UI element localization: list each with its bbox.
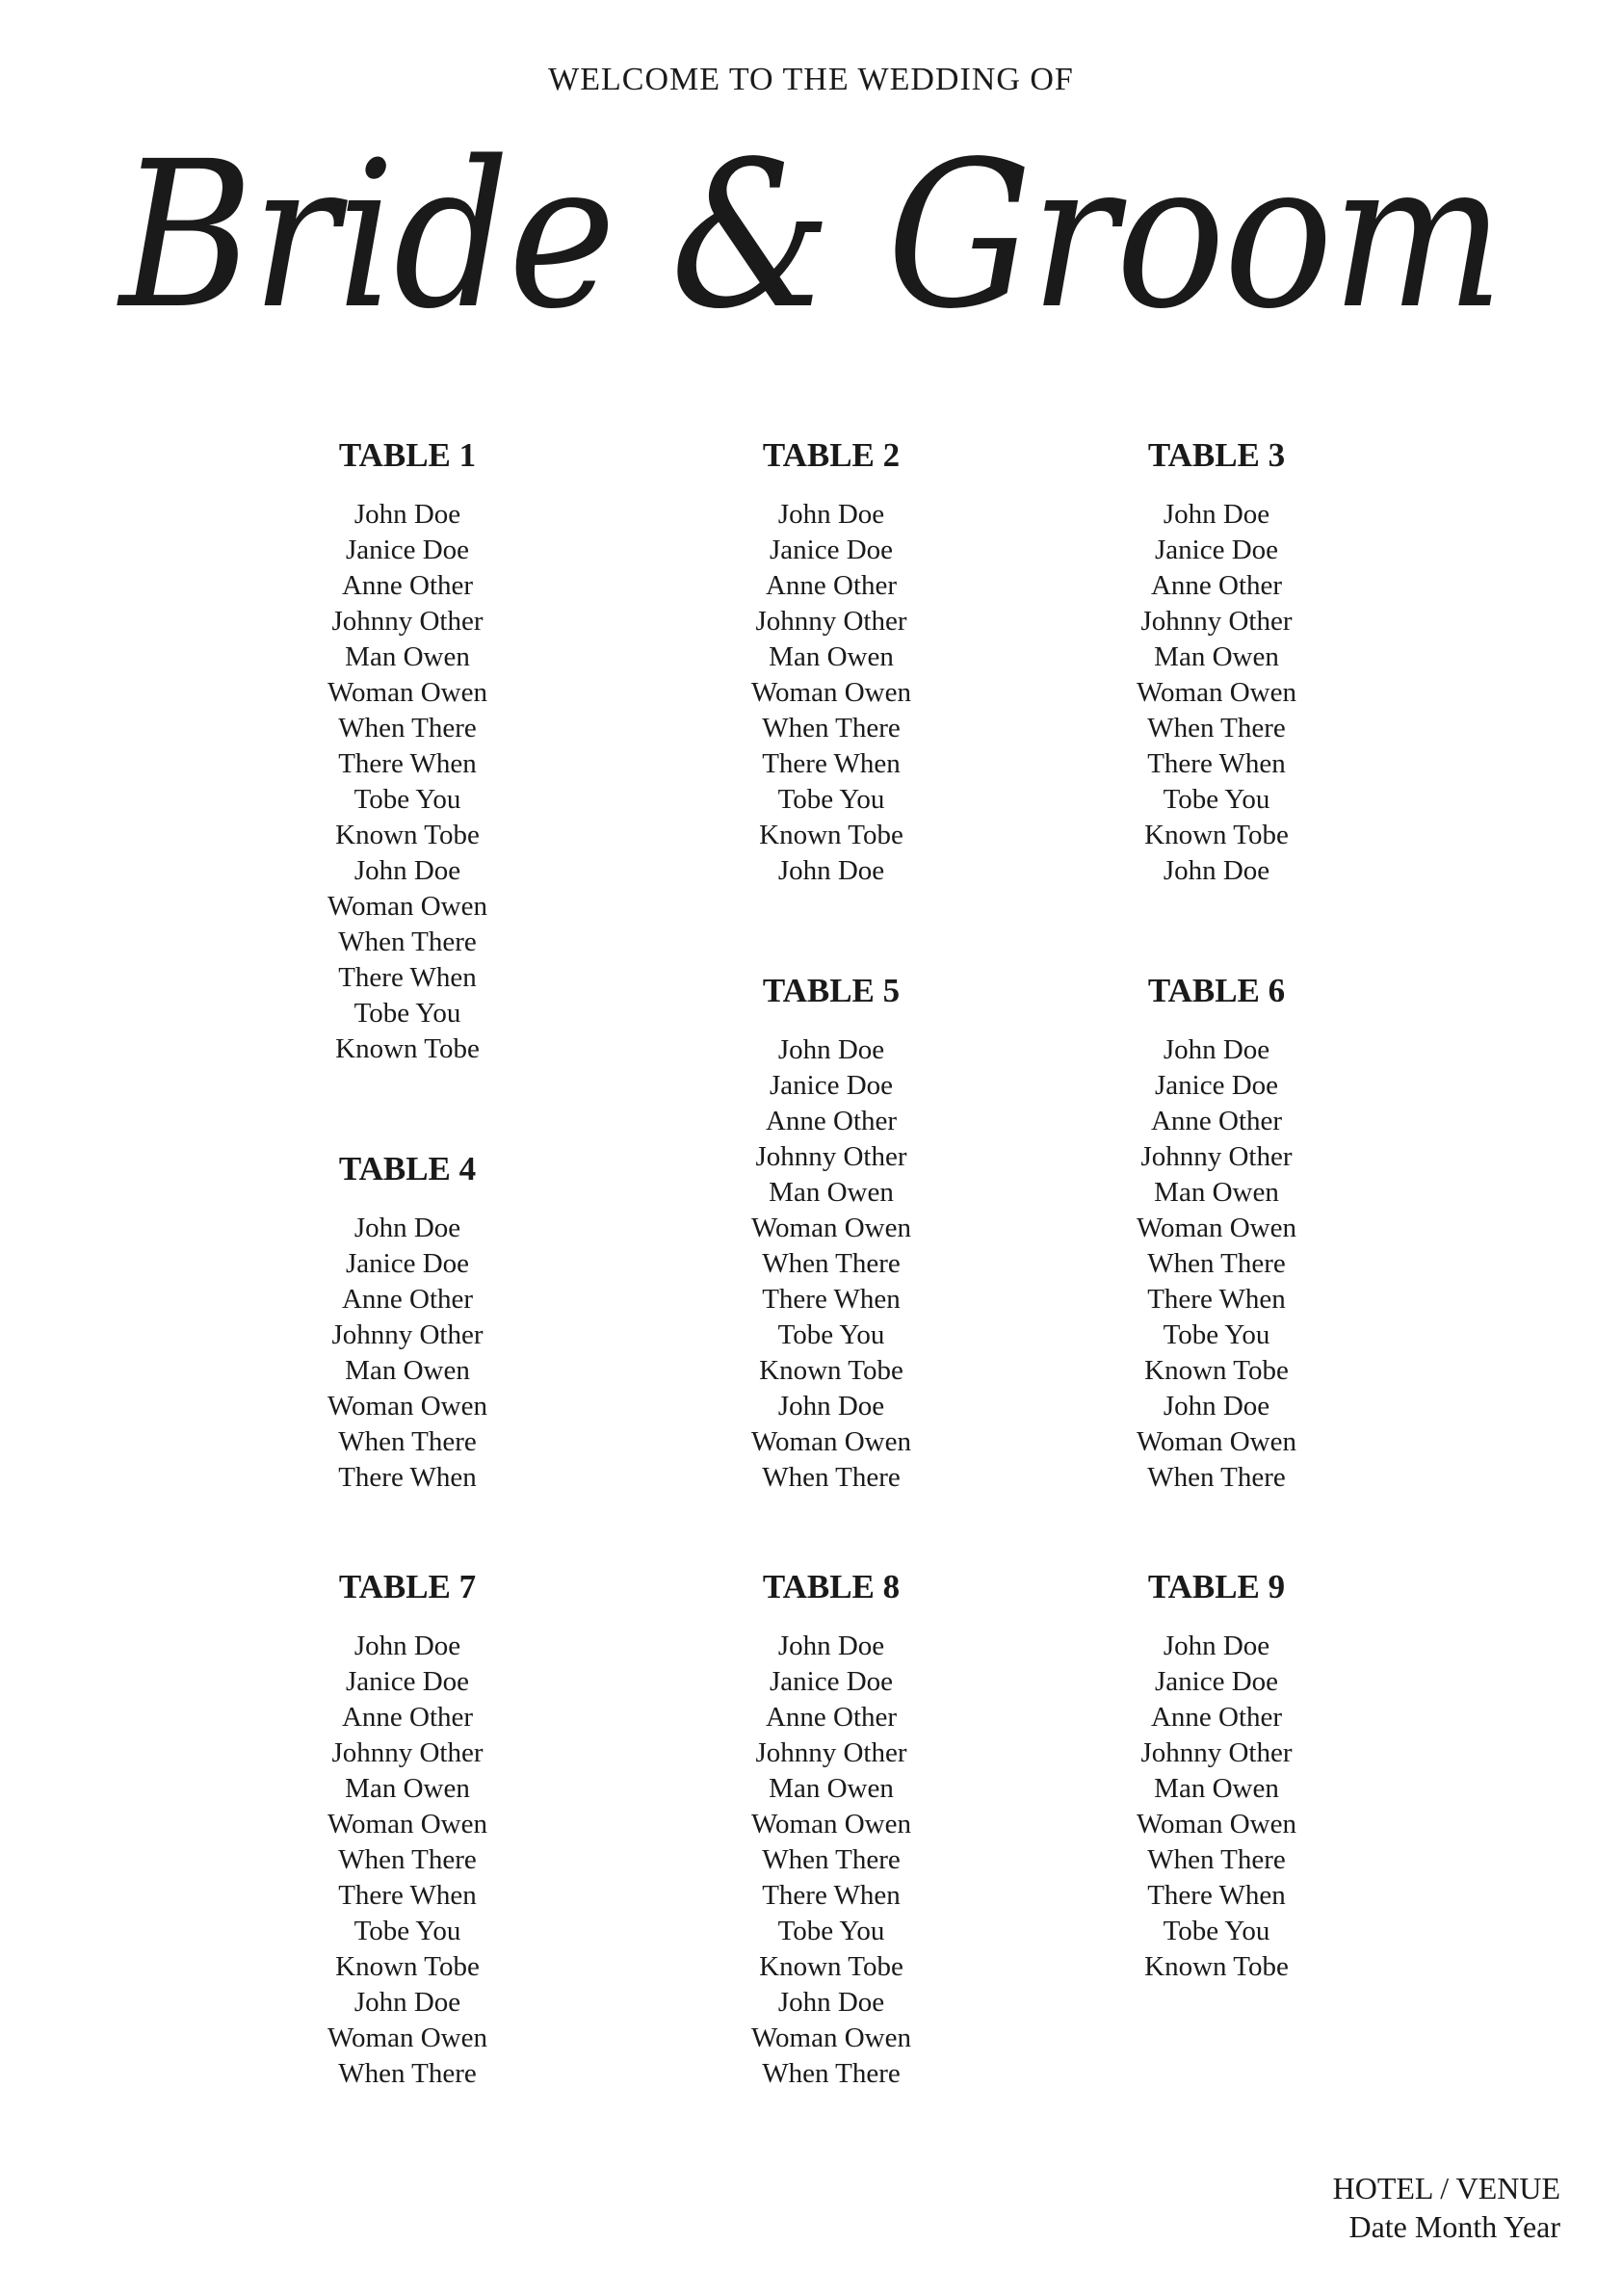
- guest-name: There When: [338, 1462, 477, 1493]
- table-title: TABLE 6: [1147, 972, 1286, 1009]
- table-title: TABLE 4: [338, 1150, 477, 1187]
- guest-name: Janice Doe: [1154, 1070, 1279, 1101]
- guest-name: Woman Owen: [327, 1809, 487, 1839]
- guest-name: Janice Doe: [769, 1666, 894, 1697]
- guest-name: There When: [338, 748, 477, 779]
- table-4-block: [215, 1149, 600, 1496]
- guest-name: Janice Doe: [345, 1248, 470, 1279]
- guest-name: Johnny Other: [331, 606, 484, 637]
- guest-list: [1024, 1629, 1409, 1985]
- guest-name: When There: [338, 1426, 477, 1457]
- guest-name: Johnny Other: [1140, 606, 1293, 637]
- guest-name: Man Owen: [1154, 1773, 1279, 1804]
- guest-name: Tobe You: [777, 784, 885, 815]
- guest-name: Woman Owen: [751, 1809, 911, 1839]
- guest-name: Woman Owen: [1137, 1809, 1296, 1839]
- guest-name: When There: [762, 1248, 901, 1279]
- guest-name: When There: [762, 2058, 901, 2089]
- guest-name: Anne Other: [341, 1284, 474, 1315]
- venue-label: HOTEL / VENUE: [1332, 2171, 1560, 2205]
- guest-name: Woman Owen: [327, 677, 487, 708]
- guest-name: Woman Owen: [751, 1426, 911, 1457]
- guest-list: [215, 1629, 600, 2092]
- guest-list: [215, 1211, 600, 1496]
- table-title: TABLE 5: [762, 972, 901, 1009]
- table-title: TABLE 7: [338, 1568, 477, 1605]
- guest-name: Tobe You: [353, 998, 461, 1029]
- guest-name: Known Tobe: [1144, 1355, 1289, 1386]
- guest-name: Man Owen: [769, 1177, 894, 1208]
- guest-name: When There: [762, 1462, 901, 1493]
- guest-name: Man Owen: [345, 1773, 470, 1804]
- guest-name: Man Owen: [1154, 1177, 1279, 1208]
- guest-name: When There: [762, 713, 901, 744]
- guest-name: Tobe You: [777, 1319, 885, 1350]
- guest-name: When There: [1147, 1248, 1286, 1279]
- guest-name: There When: [338, 1880, 477, 1911]
- table-1-block: [215, 435, 600, 1067]
- guest-name: There When: [338, 962, 477, 993]
- guest-name: Johnny Other: [1140, 1737, 1293, 1768]
- guest-name: Johnny Other: [331, 1319, 484, 1350]
- guest-name: John Doe: [777, 1391, 885, 1422]
- guest-name: Man Owen: [345, 1355, 470, 1386]
- guest-name: Tobe You: [777, 1916, 885, 1946]
- table-9-block: [1024, 1567, 1409, 1985]
- guest-name: John Doe: [777, 1987, 885, 2018]
- guest-list: [639, 1032, 1024, 1496]
- guest-name: Tobe You: [353, 784, 461, 815]
- guest-name: John Doe: [1163, 1391, 1270, 1422]
- guest-name: John Doe: [777, 499, 885, 530]
- guest-name: Woman Owen: [327, 1391, 487, 1422]
- guest-name: Man Owen: [769, 641, 894, 672]
- guest-name: Janice Doe: [1154, 1666, 1279, 1697]
- guest-name: Known Tobe: [1144, 820, 1289, 850]
- guest-list: [1024, 497, 1409, 889]
- guest-name: Known Tobe: [335, 820, 480, 850]
- guest-list: [1024, 1032, 1409, 1496]
- guest-name: Known Tobe: [335, 1951, 480, 1982]
- guest-name: Anne Other: [765, 570, 898, 601]
- table-6-block: [1024, 971, 1409, 1496]
- guest-name: Man Owen: [345, 641, 470, 672]
- table-title: TABLE 3: [1147, 436, 1286, 474]
- guest-list: [639, 497, 1024, 889]
- guest-name: When There: [1147, 1462, 1286, 1493]
- guest-name: Anne Other: [341, 1702, 474, 1733]
- guest-name: Known Tobe: [335, 1033, 480, 1064]
- table-title: TABLE 8: [762, 1568, 901, 1605]
- guest-name: Man Owen: [1154, 641, 1279, 672]
- table-8-block: [639, 1567, 1024, 2092]
- guest-name: Woman Owen: [327, 2022, 487, 2053]
- guest-name: Woman Owen: [1137, 677, 1296, 708]
- guest-name: Woman Owen: [1137, 1213, 1296, 1243]
- guest-name: Woman Owen: [327, 891, 487, 922]
- guest-name: Anne Other: [765, 1702, 898, 1733]
- guest-name: Johnny Other: [755, 1141, 907, 1172]
- guest-name: Known Tobe: [1144, 1951, 1289, 1982]
- table-title: TABLE 9: [1147, 1568, 1286, 1605]
- footer: [1333, 2169, 1560, 2246]
- guest-name: John Doe: [777, 1631, 885, 1661]
- guest-name: Anne Other: [1150, 570, 1283, 601]
- guest-name: John Doe: [353, 1631, 461, 1661]
- guest-name: When There: [338, 713, 477, 744]
- guest-list: [215, 497, 600, 1067]
- table-7-block: [215, 1567, 600, 2092]
- guest-name: John Doe: [353, 1987, 461, 2018]
- guest-name: When There: [338, 1844, 477, 1875]
- guest-name: John Doe: [1163, 855, 1270, 886]
- guest-name: Tobe You: [353, 1916, 461, 1946]
- guest-name: There When: [762, 1880, 901, 1911]
- guest-name: John Doe: [1163, 1034, 1270, 1065]
- guest-name: There When: [762, 1284, 901, 1315]
- guest-name: John Doe: [777, 1034, 885, 1065]
- guest-name: John Doe: [353, 1213, 461, 1243]
- guest-name: Woman Owen: [751, 1213, 911, 1243]
- guest-name: Janice Doe: [345, 1666, 470, 1697]
- guest-name: Woman Owen: [1137, 1426, 1296, 1457]
- guest-name: Known Tobe: [759, 820, 903, 850]
- guest-name: When There: [338, 926, 477, 957]
- guest-name: John Doe: [777, 855, 885, 886]
- guest-name: Known Tobe: [759, 1951, 903, 1982]
- table-title: TABLE 2: [762, 436, 901, 474]
- guest-name: Man Owen: [769, 1773, 894, 1804]
- table-5-block: [639, 971, 1024, 1496]
- guest-name: Woman Owen: [751, 677, 911, 708]
- guest-name: There When: [762, 748, 901, 779]
- guest-name: Tobe You: [1163, 1319, 1270, 1350]
- guest-name: There When: [1147, 1880, 1286, 1911]
- guest-name: Tobe You: [1163, 784, 1270, 815]
- guest-name: There When: [1147, 1284, 1286, 1315]
- guest-list: [639, 1629, 1024, 2092]
- guest-name: Johnny Other: [755, 606, 907, 637]
- guest-name: John Doe: [1163, 1631, 1270, 1661]
- guest-name: Janice Doe: [769, 1070, 894, 1101]
- guest-name: Tobe You: [1163, 1916, 1270, 1946]
- guest-name: John Doe: [1163, 499, 1270, 530]
- guest-name: John Doe: [353, 855, 461, 886]
- guest-name: Johnny Other: [331, 1737, 484, 1768]
- guest-name: Woman Owen: [751, 2022, 911, 2053]
- guest-name: There When: [1147, 748, 1286, 779]
- guest-name: Known Tobe: [759, 1355, 903, 1386]
- table-2-block: [639, 435, 1024, 889]
- welcome-heading: WELCOME TO THE WEDDING OF: [548, 62, 1074, 97]
- guest-name: Anne Other: [1150, 1702, 1283, 1733]
- guest-name: Anne Other: [341, 570, 474, 601]
- guest-name: When There: [762, 1844, 901, 1875]
- guest-name: Anne Other: [1150, 1106, 1283, 1136]
- guest-name: When There: [338, 2058, 477, 2089]
- guest-name: When There: [1147, 1844, 1286, 1875]
- couple-names: Bride & Groom: [119, 117, 1503, 353]
- guest-name: Anne Other: [765, 1106, 898, 1136]
- guest-name: Janice Doe: [345, 535, 470, 565]
- guest-name: Janice Doe: [769, 535, 894, 565]
- guest-name: John Doe: [353, 499, 461, 530]
- date-label: Date Month Year: [1348, 2209, 1560, 2244]
- guest-name: Johnny Other: [755, 1737, 907, 1768]
- guest-name: Johnny Other: [1140, 1141, 1293, 1172]
- table-title: TABLE 1: [338, 436, 477, 474]
- guest-name: When There: [1147, 713, 1286, 744]
- guest-name: Janice Doe: [1154, 535, 1279, 565]
- table-3-block: [1024, 435, 1409, 889]
